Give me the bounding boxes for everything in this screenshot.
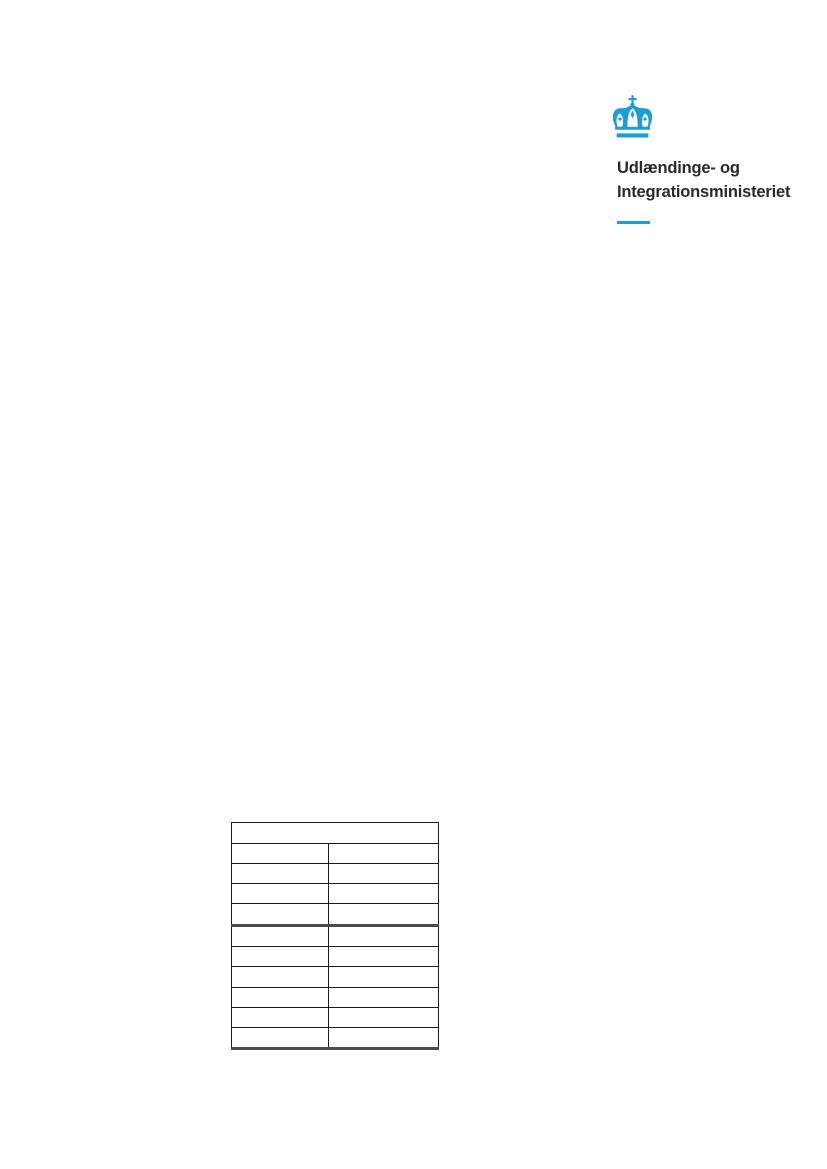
table-cell — [232, 1007, 329, 1027]
table-cell — [232, 946, 329, 966]
ministry-name-line2: Integrationsministeriet — [617, 182, 791, 201]
table-cell — [232, 843, 329, 863]
empty-table — [231, 822, 439, 1050]
table-cell — [232, 987, 329, 1007]
table-row — [232, 987, 439, 1007]
table-cell — [232, 967, 329, 987]
table-cell — [329, 967, 439, 987]
crown-icon — [610, 95, 655, 139]
table-cell — [329, 925, 439, 946]
table-cell — [329, 904, 439, 925]
table-row — [232, 884, 439, 904]
table-row — [232, 863, 439, 883]
ministry-logo — [609, 95, 809, 224]
table-cell — [329, 987, 439, 1007]
table-cell — [329, 1007, 439, 1027]
table-cell — [232, 1028, 329, 1049]
table-cell — [329, 863, 439, 883]
table-header-row — [232, 823, 439, 844]
table-row — [232, 1028, 439, 1049]
table-cell — [329, 1028, 439, 1049]
table-cell — [329, 843, 439, 863]
table-cell — [329, 946, 439, 966]
table-cell — [329, 884, 439, 904]
table-row — [232, 1007, 439, 1027]
table-container — [231, 822, 439, 1050]
table-cell — [232, 884, 329, 904]
table-row — [232, 843, 439, 863]
ministry-name-line1: Udlændinge- og — [617, 159, 740, 177]
table-row — [232, 967, 439, 987]
table-cell — [232, 863, 329, 883]
table-cell — [232, 925, 329, 946]
table-header-cell — [232, 823, 439, 844]
table-body — [232, 823, 439, 1049]
table-cell — [232, 904, 329, 925]
logo-underline — [617, 221, 650, 224]
ministry-name — [617, 157, 809, 204]
table-row — [232, 946, 439, 966]
table-row — [232, 904, 439, 925]
table-row — [232, 925, 439, 946]
